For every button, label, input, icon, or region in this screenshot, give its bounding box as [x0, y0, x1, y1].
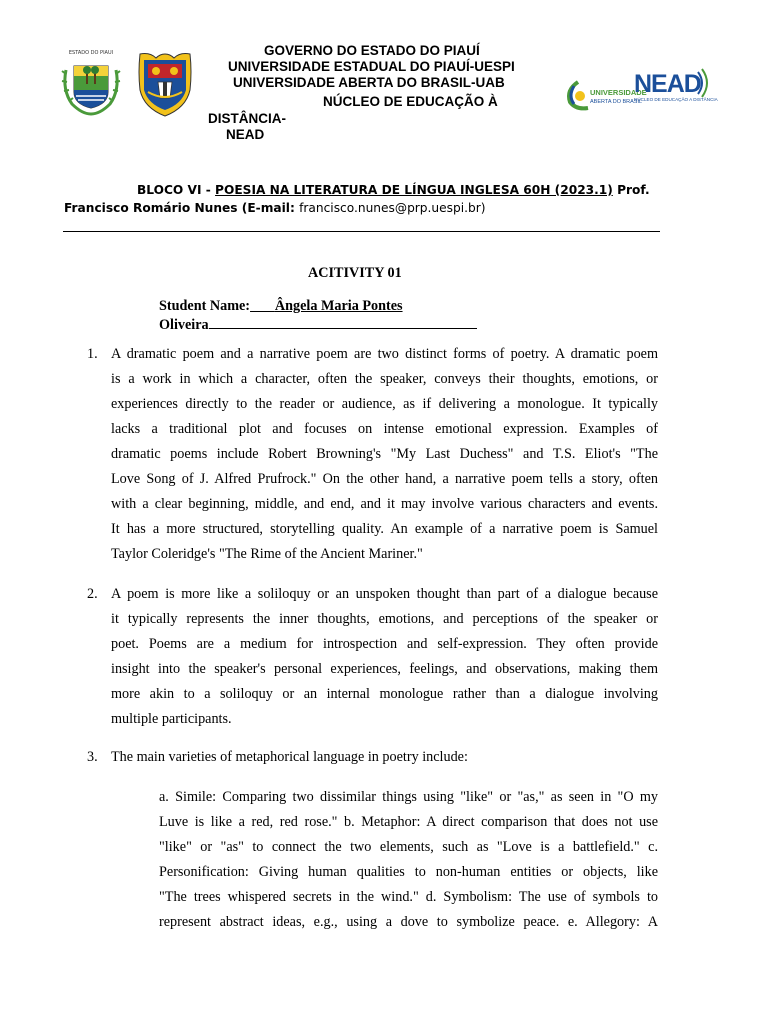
prof-name: Francisco Romário Nunes (E-mail:: [64, 201, 300, 215]
question-text: [111, 745, 658, 770]
question-number: 1.: [87, 346, 98, 362]
student-name-line-1: [159, 297, 403, 315]
question-line: poet. Poems are a medium for introspection and self-expression. They often provide: [111, 636, 658, 652]
question-line: Taylor Coleridge's "The Rime of the Ancient Mariner.": [111, 546, 423, 562]
question-number: 3.: [87, 749, 98, 765]
question-text: [111, 582, 658, 732]
subitem-line: Personification: Giving human qualities to non-human entities or objects, like: [159, 864, 658, 880]
header-line-5: DISTÂNCIA-: [208, 111, 286, 126]
subitem-line: represent abstract ideas, e.g., using a dove to symbolize peace. e. Allegory: A: [159, 914, 658, 930]
course-line-1: [137, 181, 650, 199]
nead-text: NEAD: [634, 70, 701, 98]
activity-title: ACITIVITY 01: [308, 265, 402, 281]
header-divider: [63, 231, 660, 232]
subitem-line: "The trees whispered secrets in the wind." d. Symbolism: The use of symbols to: [159, 889, 658, 905]
header-line-4: NÚCLEO DE EDUCAÇÃO À: [323, 94, 498, 109]
course-prefix: BLOCO VI -: [137, 183, 216, 197]
subitem-line: Luve is like a red, red rose." b. Metaphor: A direct comparison that does not use: [159, 814, 658, 830]
question-line: experiences directly to the reader or audience, as if delivering a monologue. It typically: [111, 396, 658, 412]
question-number: 2.: [87, 586, 98, 602]
nead-logo: [634, 66, 718, 104]
question-line: It has a more structured, storytelling quality. An example of a narrative poem is Samuel: [111, 521, 658, 537]
header-line-1: GOVERNO DO ESTADO DO PIAUÍ: [264, 43, 480, 58]
question-line: Love Song of J. Alfred Prufrock." On the other hand, a narrative poem tells a story, often: [111, 471, 658, 487]
question-line: The main varieties of metaphorical language in poetry include:: [111, 749, 468, 765]
question-line: it typically represents the inner thoughts, emotions, and perceptions of the speaker or: [111, 611, 658, 627]
uab-text-1: UNIVERSIDADE: [590, 88, 647, 97]
question-line: dramatic poems include Robert Browning's "My Last Duchess" and T.S. Eliot's "The: [111, 446, 658, 462]
course-line-2: [64, 199, 486, 217]
prof-label: Prof.: [612, 183, 650, 197]
course-title: POESIA NA LITERATURA DE LÍNGUA INGLESA 60H (2023.1): [215, 183, 613, 197]
question-text: [111, 342, 658, 567]
uab-text-2: ABERTA DO BRASIL: [590, 99, 643, 105]
question-line: multiple participants.: [111, 711, 232, 727]
subitem-line: "like" or "as" to connect the two elements, such as "Love is a battlefield." c.: [159, 839, 658, 855]
subitem-line: a. Simile: Comparing two dissimilar things using "like" or "as," as seen in "O my: [159, 789, 658, 805]
seal-text: ESTADO DO PIAUI: [68, 50, 114, 56]
uab-logo: [564, 76, 647, 112]
question-line: is a work in which a character, often the speaker, conveys their thoughts, emotions, or: [111, 371, 658, 387]
question-line: A poem is more like a soliloquy or an unspoken thought than part of a dialogue because: [111, 586, 658, 602]
question-line: more akin to a soliloquy or an internal monologue rather than a dialogue involving: [111, 686, 658, 702]
question-line: insight into the speaker's personal experiences, feelings, and observations, making them: [111, 661, 658, 677]
student-name-2: Oliveira: [159, 317, 209, 333]
piaui-seal-logo: [58, 44, 124, 116]
subitem-block: [159, 785, 658, 935]
nead-sub: NÚCLEO DE EDUCAÇÃO A DISTÂNCIA: [634, 97, 718, 102]
student-label: Student Name:: [159, 298, 251, 314]
header-line-6: NEAD: [226, 127, 265, 142]
student-name-1: Ângela Maria Pontes: [274, 298, 403, 314]
question-line: with a clear beginning, middle, and end, and it may involve various characters and events.: [111, 496, 658, 512]
question-line: A dramatic poem and a narrative poem are two distinct forms of poetry. A dramatic poem: [111, 346, 658, 362]
prof-email: francisco.nunes@prp.uespi.br): [299, 201, 486, 215]
student-name-line-2: [159, 315, 477, 334]
question-line: lacks a traditional plot and focuses on intense emotional expression. Examples of: [111, 421, 658, 437]
uespi-shield-logo: [134, 52, 196, 118]
header-line-3: UNIVERSIDADE ABERTA DO BRASIL-UAB: [233, 75, 505, 90]
header-line-2: UNIVERSIDADE ESTADUAL DO PIAUÍ-UESPI: [228, 59, 515, 74]
